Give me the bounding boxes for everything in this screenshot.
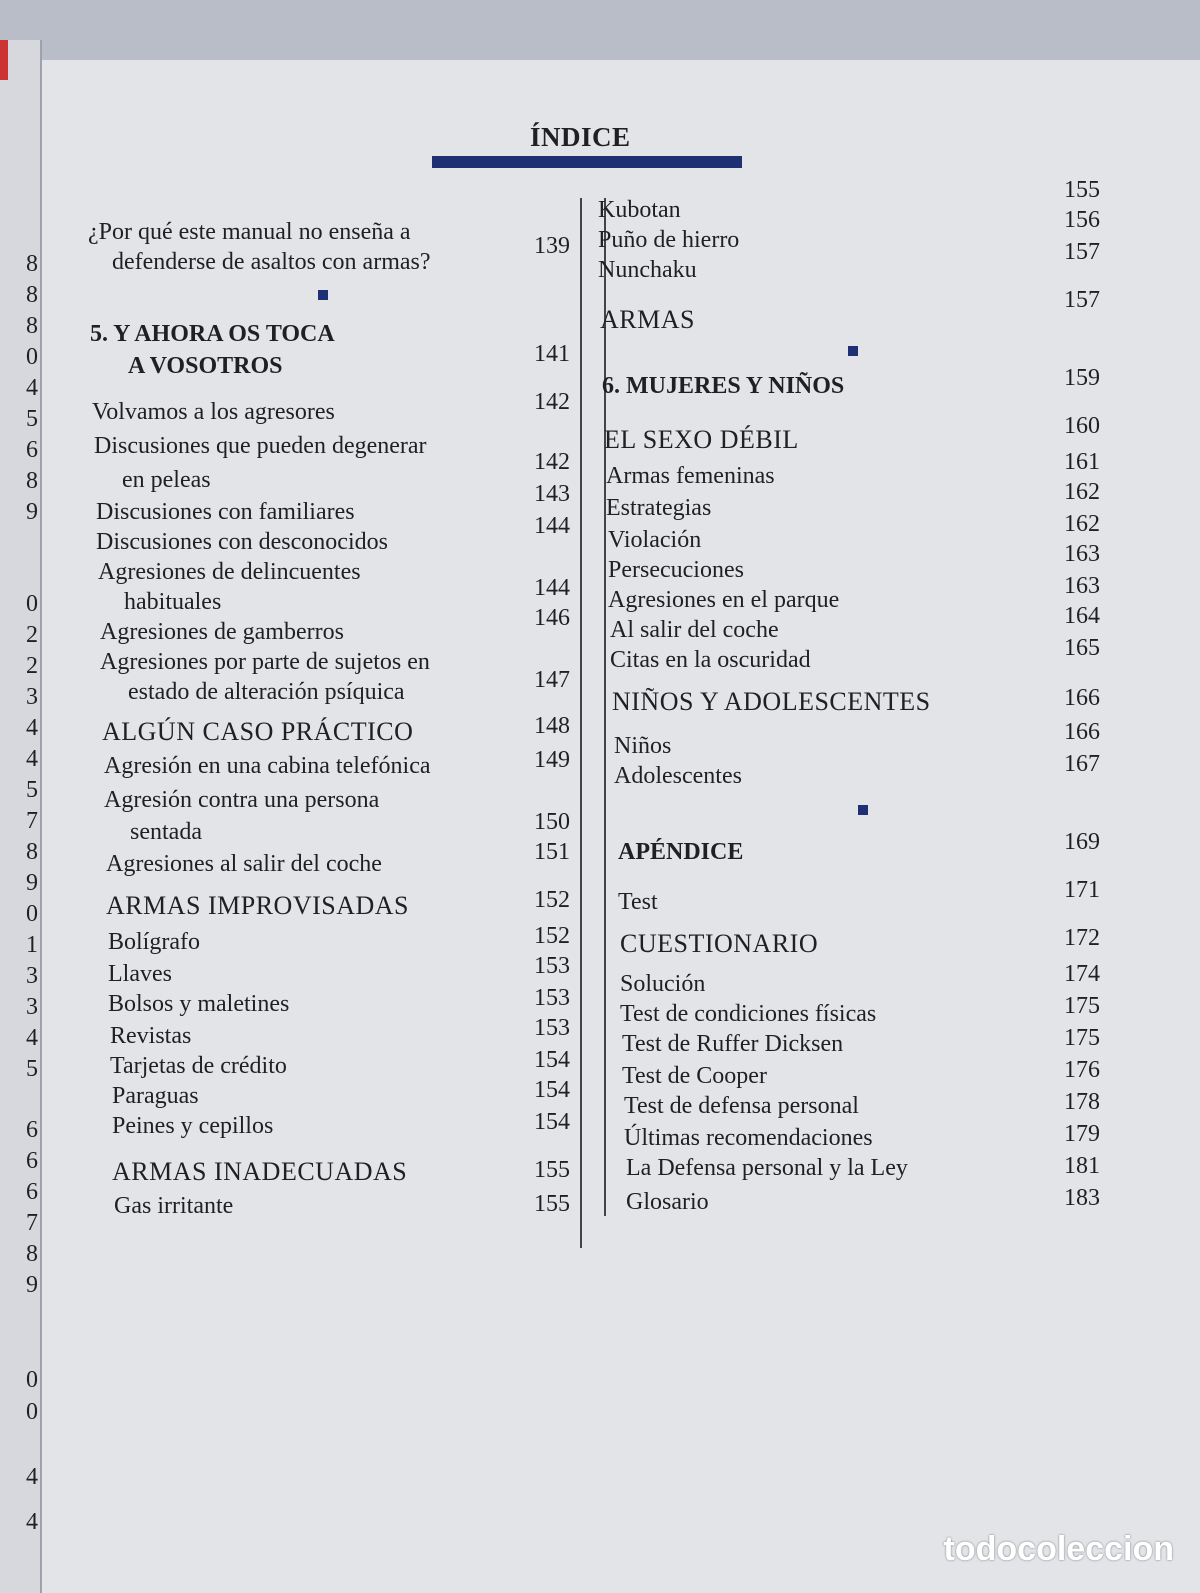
left-toc-entry: Agresión contra una persona [104,787,380,813]
right-toc-entry: Al salir del coche [610,617,779,643]
right-toc-page-number: 163 [1064,541,1100,567]
left-toc-page-number: 152 [534,887,570,913]
right-toc-entry: Test de condiciones físicas [620,1001,877,1027]
right-toc-page-number: 172 [1064,925,1100,951]
left-toc-entry: Volvamos a los agresores [92,399,335,425]
right-toc-page-number: 156 [1064,207,1100,233]
right-toc-entry: Test de Cooper [622,1063,767,1089]
left-toc-page-number: 151 [534,839,570,865]
facing-page-number: 8 [26,314,38,338]
right-toc-page-number: 176 [1064,1057,1100,1083]
left-toc-entry: Gas irritante [114,1193,234,1219]
right-toc-entry: Puño de hierro [598,227,740,253]
right-toc-page-number: 161 [1064,449,1100,475]
facing-page-number: 0 [26,592,38,616]
left-toc-entry: Bolsos y maletines [108,991,290,1017]
left-toc-page-number: 154 [534,1047,570,1073]
right-toc-page-number: 174 [1064,961,1100,987]
facing-page-number: 5 [26,407,38,431]
right-toc-entry: Solución [620,971,706,997]
left-toc-entry: defenderse de asaltos con armas? [112,249,431,275]
left-toc-entry: en peleas [122,467,211,493]
right-toc-entry: ARMAS [600,305,695,334]
right-toc-page-number: 157 [1064,287,1100,313]
left-toc-entry: habituales [124,589,222,615]
facing-page-number: 7 [26,1211,38,1235]
right-toc-entry: Agresiones en el parque [608,587,840,613]
left-toc-entry: ALGÚN CASO PRÁCTICO [102,717,414,746]
left-toc-entry: ARMAS IMPROVISADAS [106,891,410,920]
facing-page-number: 0 [26,1400,38,1424]
page-title: ÍNDICE [530,122,631,152]
right-toc-entry: Test de Ruffer Dicksen [622,1031,844,1057]
facing-page-number: 6 [26,438,38,462]
left-toc-page-number: 150 [534,809,570,835]
facing-page-number: 9 [26,1273,38,1297]
facing-page-number: 8 [26,252,38,276]
right-toc-entry: Test [618,889,658,915]
left-toc-page-number: 141 [534,341,570,367]
facing-page-number: 0 [26,345,38,369]
left-toc-entry: estado de alteración psíquica [128,679,405,705]
left-toc-entry: ARMAS INADECUADAS [112,1157,408,1186]
facing-page-number: 1 [26,933,38,957]
right-toc-page-number: 175 [1064,1025,1100,1051]
right-toc-page-number: 162 [1064,511,1100,537]
right-toc-entry: NIÑOS Y ADOLESCENTES [612,687,931,716]
cover-corner [0,40,8,80]
left-toc-page-number: 155 [534,1191,570,1217]
right-toc-page-number: 166 [1064,719,1100,745]
right-toc-page-number: 159 [1064,365,1100,391]
right-toc-page-number: 165 [1064,635,1100,661]
section-marker [848,346,858,356]
right-toc-page-number: 166 [1064,685,1100,711]
left-toc-page-number: 147 [534,667,570,693]
right-column-divider [604,198,606,1216]
left-toc-entry: Agresiones por parte de sujetos en [100,649,430,675]
left-toc-page-number: 153 [534,953,570,979]
facing-page-number: 8 [26,840,38,864]
right-toc-entry: Kubotan [598,197,681,223]
facing-page-number: 5 [26,778,38,802]
facing-page-number: 4 [26,1510,38,1534]
left-toc-page-number: 142 [534,449,570,475]
right-toc-entry: APÉNDICE [618,839,744,865]
left-toc-entry: sentada [130,819,202,845]
left-toc-page-number: 144 [534,513,570,539]
right-toc-page-number: 181 [1064,1153,1100,1179]
right-toc-page-number: 169 [1064,829,1100,855]
left-toc-entry: Discusiones que pueden degenerar [94,433,427,459]
section-marker [318,290,328,300]
right-toc-page-number: 179 [1064,1121,1100,1147]
right-toc-page-number: 175 [1064,993,1100,1019]
left-toc-page-number: 139 [534,233,570,259]
left-toc-entry: Agresiones de gamberros [100,619,344,645]
right-toc-entry: CUESTIONARIO [620,929,819,958]
facing-page-number: 6 [26,1180,38,1204]
facing-page-number: 7 [26,809,38,833]
facing-page-number: 6 [26,1118,38,1142]
section-marker [858,805,868,815]
right-toc-page-number: 183 [1064,1185,1100,1211]
facing-page-number: 8 [26,469,38,493]
left-toc-page-number: 146 [534,605,570,631]
left-toc-page-number: 144 [534,575,570,601]
facing-page-number: 8 [26,1242,38,1266]
facing-page-number: 4 [26,716,38,740]
facing-page-number: 6 [26,1149,38,1173]
left-toc-page-number: 155 [534,1157,570,1183]
left-toc-page-number: 142 [534,389,570,415]
left-toc-entry: Bolígrafo [108,929,200,955]
right-toc-page-number: 178 [1064,1089,1100,1115]
facing-page-number: 2 [26,654,38,678]
right-toc-page-number: 160 [1064,413,1100,439]
right-toc-page-number: 155 [1064,177,1100,203]
right-toc-entry: Adolescentes [614,763,742,789]
left-toc-entry: A VOSOTROS [128,353,283,379]
left-toc-page-number: 143 [534,481,570,507]
left-toc-page-number: 153 [534,985,570,1011]
left-toc-entry: Agresiones de delincuentes [98,559,361,585]
facing-page-number: 4 [26,747,38,771]
facing-page-number: 9 [26,871,38,895]
facing-page-number: 4 [26,1026,38,1050]
left-column-divider [580,198,582,1248]
right-toc-entry: Violación [608,527,702,553]
facing-page-number: 0 [26,902,38,926]
right-toc-entry: Armas femeninas [606,463,775,489]
facing-page-number: 4 [26,1465,38,1489]
right-toc-page-number: 163 [1064,573,1100,599]
left-toc-entry: Peines y cepillos [112,1113,274,1139]
right-toc-entry: 6. MUJERES Y NIÑOS [602,373,845,399]
right-toc-entry: Persecuciones [608,557,744,583]
facing-page-number: 0 [26,1368,38,1392]
left-toc-entry: ¿Por qué este manual no enseña a [88,219,411,245]
right-toc-entry: Citas en la oscuridad [610,647,811,673]
left-toc-entry: Paraguas [112,1083,199,1109]
left-toc-entry: Agresión en una cabina telefónica [104,753,431,779]
left-toc-entry: Discusiones con desconocidos [96,529,388,555]
right-toc-entry: EL SEXO DÉBIL [604,425,799,454]
facing-page-number: 3 [26,964,38,988]
facing-page-number: 3 [26,995,38,1019]
right-toc-page-number: 162 [1064,479,1100,505]
facing-page-number: 2 [26,623,38,647]
right-toc-entry: Test de defensa personal [624,1093,859,1119]
right-toc-entry: Glosario [626,1189,709,1215]
title-underline [432,156,742,168]
right-toc-entry: Nunchaku [598,257,697,283]
facing-page-number: 5 [26,1057,38,1081]
facing-page-number: 4 [26,376,38,400]
left-toc-entry: Agresiones al salir del coche [106,851,382,877]
left-toc-entry: Llaves [108,961,172,987]
right-toc-entry: Niños [614,733,672,759]
left-toc-entry: Tarjetas de crédito [110,1053,287,1079]
left-toc-entry: Revistas [110,1023,192,1049]
right-toc-entry: La Defensa personal y la Ley [626,1155,908,1181]
left-toc-page-number: 154 [534,1077,570,1103]
facing-page-number: 8 [26,283,38,307]
left-toc-page-number: 152 [534,923,570,949]
right-toc-page-number: 171 [1064,877,1100,903]
left-toc-entry: 5. Y AHORA OS TOCA [90,321,335,347]
left-toc-entry: Discusiones con familiares [96,499,355,525]
left-toc-page-number: 148 [534,713,570,739]
right-toc-entry: Estrategias [606,495,712,521]
left-toc-page-number: 153 [534,1015,570,1041]
right-toc-page-number: 157 [1064,239,1100,265]
left-toc-page-number: 154 [534,1109,570,1135]
left-toc-page-number: 149 [534,747,570,773]
right-toc-entry: Últimas recomendaciones [624,1125,873,1151]
watermark: todocoleccion [943,1530,1174,1568]
facing-page-number: 3 [26,685,38,709]
right-toc-page-number: 164 [1064,603,1100,629]
right-toc-page-number: 167 [1064,751,1100,777]
facing-page-number: 9 [26,500,38,524]
book-page [42,60,1200,1593]
